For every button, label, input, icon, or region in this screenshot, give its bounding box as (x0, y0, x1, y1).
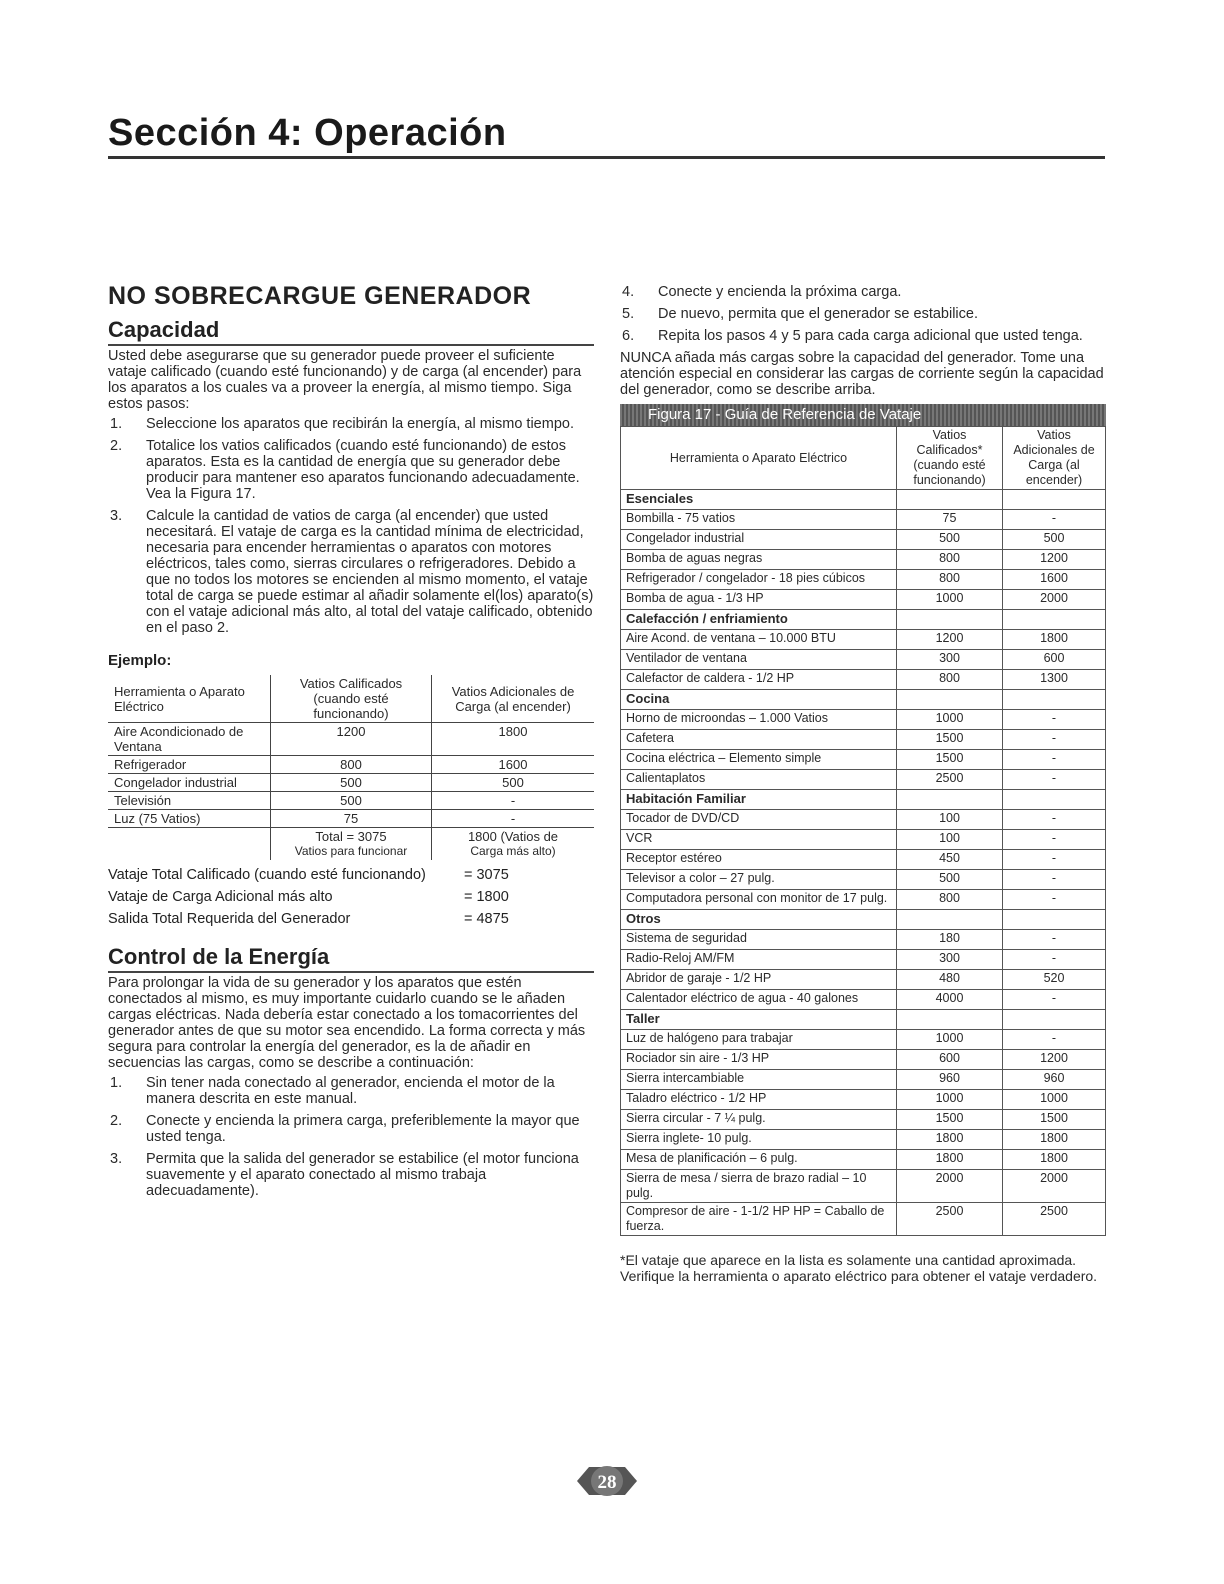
table-cell: - (1003, 730, 1106, 750)
step-item (620, 284, 1106, 300)
table-cell: Aire Acond. de ventana – 10.000 BTU (621, 630, 897, 650)
table-cell: 75 (271, 810, 432, 828)
table-cell (897, 610, 1003, 630)
table-cell: Calefacción / enfriamiento (621, 610, 897, 630)
table-cell: VCR (621, 830, 897, 850)
table-cell: 4000 (897, 990, 1003, 1010)
table-cell: 1200 (897, 630, 1003, 650)
table-cell: Bomba de agua - 1/3 HP (621, 590, 897, 610)
table-header-row (108, 675, 594, 723)
capacidad-heading: Capacidad (108, 317, 594, 346)
table-cell: 1200 (1003, 1050, 1106, 1070)
table-cell: - (1003, 810, 1106, 830)
table-cell: Tocador de DVD/CD (621, 810, 897, 830)
header-cell: Vatios Adicionales de Carga (al encender) (432, 675, 595, 723)
header-cell: Herramienta o Aparato Eléctrico (621, 427, 897, 490)
category-row (621, 910, 1106, 930)
table-cell: 75 (897, 510, 1003, 530)
total-rated-cell (271, 828, 432, 861)
table-cell: - (432, 810, 595, 828)
page-number: 28 (597, 1472, 617, 1493)
table-cell: - (1003, 770, 1106, 790)
header-cell: Vatios Adicionales de Carga (al encender) (1003, 427, 1106, 490)
table-row (621, 770, 1106, 790)
table-cell (897, 910, 1003, 930)
table-cell: 300 (897, 650, 1003, 670)
total-rated: Total = 3075 (315, 829, 387, 844)
table-row (621, 830, 1106, 850)
table-cell: 450 (897, 850, 1003, 870)
summary-value: = 3075 (464, 867, 509, 883)
table-cell: - (1003, 830, 1106, 850)
left-column (108, 282, 594, 1205)
table-cell: 1800 (897, 1150, 1003, 1170)
control-heading: Control de la Energía (108, 944, 594, 973)
table-cell: Taladro eléctrico - 1/2 HP (621, 1090, 897, 1110)
continued-steps (620, 284, 1106, 344)
table-cell: 960 (1003, 1070, 1106, 1090)
table-cell: 800 (897, 890, 1003, 910)
summary-label: Vataje Total Calificado (cuando esté funcionando) (108, 867, 426, 883)
table-cell: Cafetera (621, 730, 897, 750)
table-row (621, 930, 1106, 950)
table-row (621, 650, 1106, 670)
table-cell: 960 (897, 1070, 1003, 1090)
page-number-badge (577, 1461, 637, 1501)
table-cell (1003, 610, 1106, 630)
figure-title-bar (620, 404, 1106, 426)
wattage-summary (108, 864, 594, 930)
total-surge-cell (432, 828, 595, 861)
table-cell: 1200 (1003, 550, 1106, 570)
table-cell: Esenciales (621, 490, 897, 510)
capacidad-intro: Usted debe asegurarse que su generador puede proveer el suficiente vataje calificado (cuando esté funcionando) y de carga (al encender) para los aparatos a los cuales va a proveer la energía, al mismo tiempo. Siga estos pasos: (108, 348, 582, 412)
table-cell: 2500 (897, 1203, 1003, 1236)
table-row (108, 792, 594, 810)
step-text: Permita que la salida del generador se estabilice (el motor funciona suavemente y el aparato conectado al mismo trabaja adecuadamente). (146, 1151, 579, 1199)
table-row (621, 1070, 1106, 1090)
step-number: 4. (622, 284, 635, 300)
table-cell: Calefactor de caldera - 1/2 HP (621, 670, 897, 690)
reference-table-body (621, 427, 1106, 1236)
table-cell: Radio-Reloj AM/FM (621, 950, 897, 970)
table-cell: Bomba de aguas negras (621, 550, 897, 570)
table-cell: 600 (897, 1050, 1003, 1070)
step-number: 1. (110, 416, 123, 432)
table-cell: 1500 (1003, 1110, 1106, 1130)
table-cell: Cocina eléctrica – Elemento simple (621, 750, 897, 770)
control-intro: Para prolongar la vida de su generador y los aparatos que estén conectados al mismo, es muy importante cuidarlo cuando se le añaden cargas eléctricas. Nada debería estar conectado a los tomacorrientes del generador antes de que su motor sea encendido. La forma correcta y más segura para controlar la energía del generador, es la de añadir en secuencias las cargas, como se describe a continuación: (108, 975, 586, 1071)
table-row (621, 1110, 1106, 1130)
table-cell: Taller (621, 1010, 897, 1030)
header-cell: Vatios Calificados (cuando esté funcionando) (271, 675, 432, 723)
step-text: Sin tener nada conectado al generador, encienda el motor de la manera descrita en este manual. (146, 1075, 555, 1107)
table-row (621, 850, 1106, 870)
table-row (621, 510, 1106, 530)
example-table (108, 675, 594, 860)
table-cell: 1000 (897, 590, 1003, 610)
table-row (621, 750, 1106, 770)
table-cell (1003, 1010, 1106, 1030)
header-cell: Vatios Calificados* (cuando esté funcionando) (897, 427, 1003, 490)
table-cell (897, 1010, 1003, 1030)
table-header-row (621, 427, 1106, 490)
section-title: NO SOBRECARGUE GENERADOR (108, 282, 532, 310)
table-row (621, 1170, 1106, 1203)
table-cell: Mesa de planificación – 6 pulg. (621, 1150, 897, 1170)
step-item (108, 1113, 594, 1145)
step-number: 6. (622, 328, 635, 344)
warning-text: NUNCA añada más cargas sobre la capacidad del generador. Tome una atención especial en considerar las cargas de corriente según la capacidad del generador, como se describe arriba. (620, 350, 1104, 398)
category-row (621, 690, 1106, 710)
table-cell: Sistema de seguridad (621, 930, 897, 950)
table-row (621, 990, 1106, 1010)
summary-value: = 1800 (464, 889, 509, 905)
table-cell: Sierra circular - 7 ¼ pulg. (621, 1110, 897, 1130)
table-cell: 1800 (432, 723, 595, 756)
table-row (621, 1030, 1106, 1050)
table-cell (897, 490, 1003, 510)
table-cell (1003, 690, 1106, 710)
summary-value: = 4875 (464, 911, 509, 927)
summary-label: Vataje de Carga Adicional más alto (108, 889, 333, 905)
step-item (108, 1151, 594, 1199)
table-cell: 480 (897, 970, 1003, 990)
table-cell: 520 (1003, 970, 1106, 990)
table-row (621, 590, 1106, 610)
table-cell: Computadora personal con monitor de 17 pulg. (621, 890, 897, 910)
table-cell: 100 (897, 810, 1003, 830)
table-cell: 1200 (271, 723, 432, 756)
table-cell: Luz (75 Vatios) (108, 810, 271, 828)
table-cell (1003, 790, 1106, 810)
table-cell: 1000 (897, 1090, 1003, 1110)
step-number: 5. (622, 306, 635, 322)
table-cell: Luz de halógeno para trabajar (621, 1030, 897, 1050)
table-cell: - (1003, 1030, 1106, 1050)
table-cell: 1600 (432, 756, 595, 774)
table-cell: Sierra inglete- 10 pulg. (621, 1130, 897, 1150)
table-cell: 600 (1003, 650, 1106, 670)
table-row (621, 870, 1106, 890)
table-cell: - (1003, 710, 1106, 730)
table-row (621, 1050, 1106, 1070)
step-number: 2. (110, 438, 123, 454)
step-text: De nuevo, permita que el generador se estabilice. (658, 306, 978, 322)
table-cell: Sierra intercambiable (621, 1070, 897, 1090)
table-cell: 500 (271, 792, 432, 810)
step-item (108, 508, 594, 636)
table-cell: 1500 (897, 1110, 1003, 1130)
table-cell: - (1003, 510, 1106, 530)
category-row (621, 490, 1106, 510)
table-row (621, 550, 1106, 570)
table-cell: 800 (897, 570, 1003, 590)
table-cell: 800 (897, 670, 1003, 690)
table-cell: Congelador industrial (108, 774, 271, 792)
wattage-reference-table (620, 426, 1106, 1236)
table-cell: Congelador industrial (621, 530, 897, 550)
table-cell: 2000 (1003, 1170, 1106, 1203)
table-cell (897, 690, 1003, 710)
step-text: Calcule la cantidad de vatios de carga (al encender) que usted necesitará. El vataje de carga es la cantidad mínima de electricidad, necesaria para encender herramientas o aparatos con motores eléctricos, tales como, sierras circulares o refrigeradores. Debido a que no todos los motores se encienden al mismo momento, el vataje total de carga se puede estimar al añadir solamente el(los) aparato(s) con el vataje adicional más alto, al total del vataje calificado, obtenido en el paso 2. (146, 508, 594, 636)
table-cell: 1000 (897, 1030, 1003, 1050)
footnote: *El vataje que aparece en la lista es solamente una cantidad aproximada. Verifique la herramienta o aparato eléctrico para obtener el vataje verdadero. (620, 1252, 1098, 1284)
table-cell: 500 (271, 774, 432, 792)
table-cell: Calientaplatos (621, 770, 897, 790)
table-row (108, 723, 594, 756)
table-cell: Bombilla - 75 vatios (621, 510, 897, 530)
table-cell: 1800 (1003, 630, 1106, 650)
step-text: Conecte y encienda la próxima carga. (658, 284, 902, 300)
step-text: Repita los pasos 4 y 5 para cada carga adicional que usted tenga. (658, 328, 1083, 344)
table-cell: Calentador eléctrico de agua - 40 galones (621, 990, 897, 1010)
table-cell: Otros (621, 910, 897, 930)
table-row (108, 810, 594, 828)
table-cell: Horno de microondas – 1.000 Vatios (621, 710, 897, 730)
table-cell: 1500 (897, 730, 1003, 750)
table-cell (1003, 910, 1106, 930)
category-row (621, 1010, 1106, 1030)
table-cell: Rociador sin aire - 1/3 HP (621, 1050, 897, 1070)
table-row (621, 810, 1106, 830)
step-text: Seleccione los aparatos que recibirán la energía, al mismo tiempo. (146, 416, 574, 432)
table-row (621, 1203, 1106, 1236)
table-row (621, 1090, 1106, 1110)
table-cell: Refrigerador / congelador - 18 pies cúbicos (621, 570, 897, 590)
table-cell: 1800 (1003, 1130, 1106, 1150)
table-cell: Compresor de aire - 1-1/2 HP HP = Caballo de fuerza. (621, 1203, 897, 1236)
table-cell: 1800 (1003, 1150, 1106, 1170)
table-cell (1003, 490, 1106, 510)
table-cell (897, 790, 1003, 810)
table-row (621, 530, 1106, 550)
table-cell: - (1003, 930, 1106, 950)
table-cell: 100 (897, 830, 1003, 850)
step-item (108, 438, 594, 502)
table-cell: - (1003, 750, 1106, 770)
table-cell: Refrigerador (108, 756, 271, 774)
table-cell: Sierra de mesa / sierra de brazo radial – 10 pulg. (621, 1170, 897, 1203)
step-item (108, 416, 594, 432)
table-cell: 1800 (897, 1130, 1003, 1150)
total-surge-sub: Carga más alto) (470, 844, 556, 858)
summary-row (108, 886, 594, 908)
table-row (108, 774, 594, 792)
table-row (621, 630, 1106, 650)
summary-row (108, 864, 594, 886)
page-title: Sección 4: Operación (108, 112, 507, 154)
category-row (621, 790, 1106, 810)
table-cell: Televisión (108, 792, 271, 810)
table-row (621, 710, 1106, 730)
table-row (621, 670, 1106, 690)
header-cell: Herramienta o Aparato Eléctrico (108, 675, 271, 723)
table-cell: - (1003, 990, 1106, 1010)
table-cell: 800 (897, 550, 1003, 570)
summary-row (108, 908, 594, 930)
total-surge: 1800 (Vatios de (467, 829, 559, 844)
step-text: Totalice los vatios calificados (cuando esté funcionando) de estos aparatos. Esta es la cantidad de energía que su generador debe producir para mantener eso aparatos funcionando adecuadamente. Vea la Figura 17. (146, 438, 580, 502)
capacidad-steps (108, 416, 594, 636)
table-cell: 2000 (1003, 590, 1106, 610)
table-cell: 1000 (897, 710, 1003, 730)
table-cell: Ventilador de ventana (621, 650, 897, 670)
table-cell: 2000 (897, 1170, 1003, 1203)
table-cell: 1600 (1003, 570, 1106, 590)
figure-title: Figura 17 - Guía de Referencia de Vataje (648, 406, 922, 423)
table-cell: 800 (271, 756, 432, 774)
table-row (621, 970, 1106, 990)
table-cell: - (1003, 950, 1106, 970)
table-cell: 500 (1003, 530, 1106, 550)
table-cell: Receptor estéreo (621, 850, 897, 870)
table-cell: 500 (897, 870, 1003, 890)
table-cell: 1500 (897, 750, 1003, 770)
table-cell: Habitación Familiar (621, 790, 897, 810)
total-rated-sub: Vatios para funcionar (294, 844, 408, 858)
step-number: 3. (110, 508, 123, 524)
table-cell: Aire Acondicionado de Ventana (108, 723, 271, 756)
table-cell: 1000 (1003, 1090, 1106, 1110)
table-cell: 2500 (897, 770, 1003, 790)
step-number: 1. (110, 1075, 123, 1091)
table-cell: - (1003, 850, 1106, 870)
title-rule (108, 156, 1105, 159)
table-row (621, 1150, 1106, 1170)
category-row (621, 610, 1106, 630)
table-cell: - (432, 792, 595, 810)
table-cell: Cocina (621, 690, 897, 710)
table-row (621, 1130, 1106, 1150)
step-item (620, 306, 1106, 322)
right-column (620, 282, 1106, 1284)
table-row (108, 756, 594, 774)
control-steps (108, 1075, 594, 1199)
table-row (621, 890, 1106, 910)
step-text: Conecte y encienda la primera carga, preferiblemente la mayor que usted tenga. (146, 1113, 580, 1145)
table-cell: 500 (897, 530, 1003, 550)
table-total-row (108, 828, 594, 861)
table-cell: 2500 (1003, 1203, 1106, 1236)
table-row (621, 570, 1106, 590)
ejemplo-heading: Ejemplo: (108, 652, 172, 669)
step-number: 3. (110, 1151, 123, 1167)
table-cell: Abridor de garaje - 1/2 HP (621, 970, 897, 990)
step-item (108, 1075, 594, 1107)
step-number: 2. (110, 1113, 123, 1129)
table-cell: Televisor a color – 27 pulg. (621, 870, 897, 890)
table-cell: 180 (897, 930, 1003, 950)
table-cell: - (1003, 870, 1106, 890)
table-cell: 300 (897, 950, 1003, 970)
table-row (621, 950, 1106, 970)
table-cell: 1300 (1003, 670, 1106, 690)
table-row (621, 730, 1106, 750)
summary-label: Salida Total Requerida del Generador (108, 911, 351, 927)
table-cell: 500 (432, 774, 595, 792)
step-item (620, 328, 1106, 344)
table-cell: - (1003, 890, 1106, 910)
